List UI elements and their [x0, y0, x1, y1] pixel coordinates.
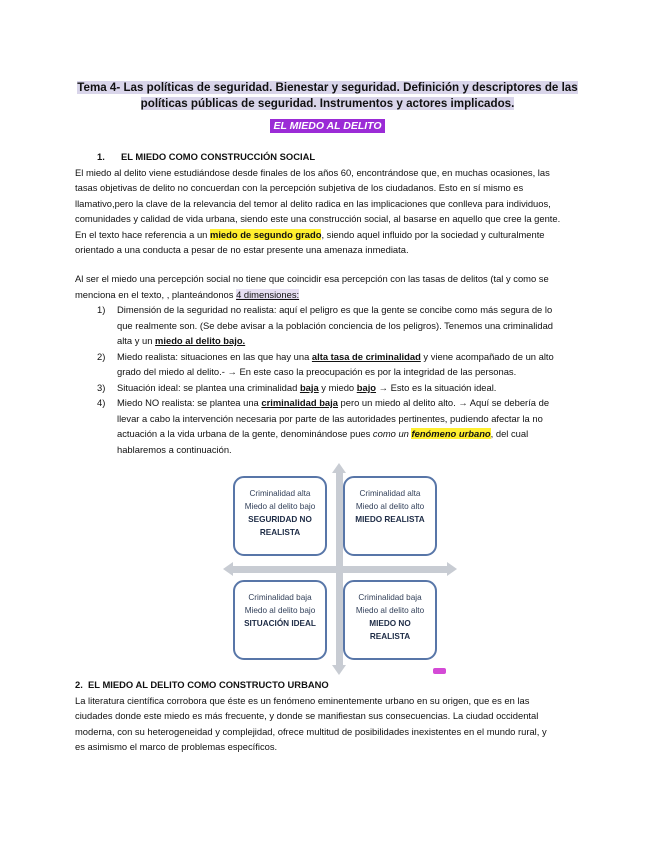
text-line: llamativo,pero la clave de la relevancia del temor al delito radica en las implicaciones que conlleva para individuos, [75, 197, 551, 209]
text-line [117, 395, 585, 411]
quadrant-line: Miedo al delito bajo [244, 502, 316, 511]
annotation-marker [433, 668, 446, 674]
highlight-segundo-grado: miedo de segundo grado [209, 228, 322, 240]
document-title [75, 80, 580, 112]
text-line [117, 380, 585, 396]
text-line: moderna, con su heterogeneidad y complejidad, ofrece multitud de posibilidades inexistentes en el mundo rural, y [75, 725, 547, 737]
underlined-text: criminalidad baja [261, 397, 338, 408]
text-span: menciona en el texto, , planteándonos [75, 288, 237, 300]
text-span: actuación a la vida urbana de la gente, denominándose pues [117, 428, 373, 439]
text-span: , del cual [490, 428, 529, 439]
italic-text: como un [372, 428, 412, 439]
arrow-right-icon [447, 562, 457, 576]
text-line [75, 287, 585, 303]
text-line: El miedo al delito viene estudiándose desde finales de los años 60, encontrándose que, en muchas ocasiones, las [75, 166, 550, 178]
text-line [117, 426, 585, 442]
text-line: que realmente son. (Se debe avisar a la población conciencia de los peligros). Tenemos una criminalidad [117, 319, 554, 331]
text-line: orientado a una conducta a pesar de no estar presente una amenaza inmediata. [75, 244, 409, 255]
quadrant-miedo-no-realista [343, 580, 437, 660]
dimensions-list [75, 302, 585, 457]
list-number: 1) [97, 304, 106, 315]
text-line: Dimensión de la seguridad no realista: aquí el peligro es que la gente se concibe como más segura de lo [117, 304, 553, 315]
quadrant-line: Criminalidad baja [358, 593, 422, 602]
text-line: comunidades y calidad de vida urbana, siendo este una construcción social, al basarse en aquello que cree la gente. [75, 213, 561, 224]
text-span: y viene acompañado de un alto [420, 350, 554, 362]
quadrant-line: Miedo al delito alto [355, 606, 425, 615]
list-item [75, 395, 585, 457]
quadrant-label: SITUACIÓN IDEAL [244, 619, 316, 628]
list-item [75, 302, 585, 349]
subtitle-container [0, 116, 655, 134]
arrow-left-icon [223, 562, 233, 576]
vertical-axis [336, 473, 343, 668]
text-span: En el texto hace referencia a un [75, 228, 210, 240]
title-line-2: políticas públicas de seguridad. Instrumentos y actores implicados. [140, 97, 515, 110]
quadrant-label: REALISTA [369, 632, 411, 641]
underlined-text: alta tasa de criminalidad [311, 350, 421, 362]
section-1-title: EL MIEDO COMO CONSTRUCCIÓN SOCIAL [121, 151, 316, 162]
text-span: → Esto es la situación ideal. [376, 381, 497, 393]
underlined-text: baja [299, 381, 319, 393]
text-line: ciudades donde este miedo es más frecuente, y donde se manifiestan sus consecuencias. La ciudad occidental [75, 710, 539, 721]
section-2 [75, 677, 585, 755]
list-number: 3) [97, 381, 106, 393]
quadrant-line: Miedo al delito bajo [244, 606, 316, 615]
text-line: tasas objetivas de delito no concuerdan con la percepción subjetiva de los ciudadanos. Esto en sí mismo es [75, 182, 524, 193]
text-span: Situación ideal: se plantea una criminalidad [117, 381, 300, 393]
document-subtitle: EL MIEDO AL DELITO [270, 119, 384, 133]
text-line: llevar a cabo la intervención necesaria por parte de las autoridades pertinentes, pudiendo afectar la no [117, 412, 543, 424]
list-number: 2) [97, 350, 106, 362]
quadrant-line: Criminalidad alta [249, 489, 311, 498]
highlight-fenomeno-urbano: fenómeno urbano [411, 428, 491, 439]
text-line: La literatura científica corrobora que éste es un fenómeno eminentemente urbano en su origen, que es en las [75, 694, 530, 706]
text-line: Al ser el miedo una percepción social no tiene que coincidir esa percepción con las tasas de delitos (tal y como se [75, 273, 549, 284]
text-span: Miedo NO realista: se plantea una [117, 397, 262, 408]
quadrant-label: MIEDO REALISTA [355, 515, 425, 524]
quadrant-seguridad-no-realista [233, 476, 327, 556]
quadrant-label: SEGURIDAD NO [248, 515, 312, 524]
arrow-up-icon [332, 463, 346, 473]
list-item [75, 349, 585, 380]
text-line [75, 227, 585, 243]
title-line-1: Tema 4- Las políticas de seguridad. Bienestar y seguridad. Definición y descriptores de las [77, 81, 578, 94]
highlight-dimensiones: 4 dimensiones: [236, 288, 300, 300]
section-1-heading [75, 149, 585, 165]
underlined-text: bajo [356, 381, 377, 393]
text-span: , siendo aquel influido por la sociedad y culturalmente [321, 228, 545, 240]
section-1 [75, 149, 585, 258]
section-2-title: EL MIEDO AL DELITO COMO CONSTRUCTO URBANO [88, 679, 329, 690]
section-2-number: 2. [75, 679, 83, 690]
paragraph-1 [75, 165, 585, 258]
quadrant-miedo-realista [343, 476, 437, 556]
text-line: es asimismo el marco de problemas específicos. [75, 741, 278, 752]
text-span: pero un miedo al delito alto. → Aquí se debería de [337, 397, 550, 408]
fear-crime-quadrant-diagram [223, 468, 457, 673]
paragraph-2 [75, 271, 585, 457]
text-span: Miedo realista: situaciones en las que hay una [117, 350, 312, 362]
quadrant-label: MIEDO NO [369, 619, 411, 628]
text-line [117, 333, 585, 349]
quadrant-line: Criminalidad alta [359, 489, 421, 498]
quadrant-line: Criminalidad baja [248, 593, 312, 602]
text-span: y miedo [318, 381, 357, 393]
text-line: grado del miedo al delito.- → En este caso la preocupación es por la integridad de las personas. [117, 366, 517, 377]
text-line [117, 349, 585, 365]
section-1-number: 1. [97, 151, 105, 162]
section-2-heading [75, 677, 585, 693]
quadrant-situacion-ideal [233, 580, 327, 660]
arrow-down-icon [332, 665, 346, 675]
text-span: alta y un [117, 335, 156, 346]
quadrant-line: Miedo al delito alto [355, 502, 425, 511]
text-line: hablaremos a continuación. [117, 443, 232, 455]
list-number: 4) [97, 397, 106, 408]
list-item [75, 380, 585, 396]
underlined-text: miedo al delito bajo. [155, 335, 246, 346]
quadrant-label: REALISTA [259, 528, 301, 537]
